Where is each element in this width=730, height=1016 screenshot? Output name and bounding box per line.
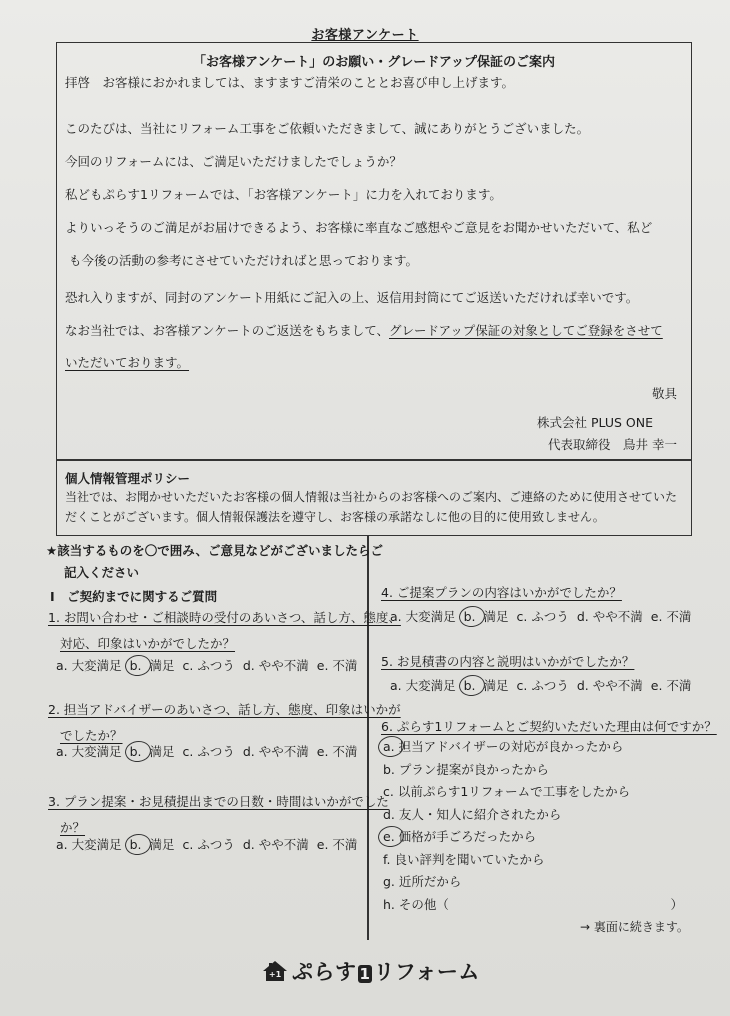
option-d[interactable]: d. やや不満 bbox=[242, 837, 309, 852]
option-a[interactable]: a. 大変満足 bbox=[56, 744, 122, 759]
logo-one-badge: 1 bbox=[359, 965, 371, 983]
question-2-options[interactable]: a. 大変満足 b. 満足 c. ふつう d. やや不満 e. 不満 bbox=[56, 744, 358, 759]
reason-a-selected[interactable]: a. 担当アドバイザーの対応が良かったから bbox=[383, 739, 624, 754]
option-c[interactable]: c. ふつう bbox=[182, 837, 235, 852]
option-d[interactable]: d. やや不満 bbox=[242, 658, 309, 673]
option-d[interactable]: d. やや不満 bbox=[576, 609, 643, 624]
option-b-selected[interactable]: b. bbox=[129, 658, 142, 673]
option-d[interactable]: d. やや不満 bbox=[576, 678, 643, 693]
option-d[interactable]: d. やや不満 bbox=[242, 744, 309, 759]
question-1: 1. お問い合わせ・ご相談時の受付のあいさつ、話し方、態度、 対応、印象はいかがでしたか？ bbox=[48, 610, 401, 651]
question-2: 2. 担当アドバイザーのあいさつ、話し方、態度、印象はいかが でしたか？ bbox=[48, 702, 401, 743]
option-a[interactable]: a. 大変満足 bbox=[56, 658, 122, 673]
policy-text: 当社では、お聞かせいただいたお客様の個人情報は当社からのお客様へのご案内、ご連絡のために使用させていただくことがございます。個人情報保護法を遵守し、お客様の承諾なしに他の目的に使用致しません。 bbox=[65, 490, 678, 524]
warranty-underlined: グレードアップ保証の対象としてご登録をさせて bbox=[389, 323, 663, 338]
logo-text: ぷらす 1 リフォーム bbox=[292, 960, 480, 984]
letter-paragraph: 恐れ入りますが、同封のアンケート用紙にご記入の上、返信用封筒にてご返送いただければ幸いです。 bbox=[65, 290, 639, 305]
question-5-options[interactable]: a. 大変満足 b. 満足 c. ふつう d. やや不満 e. 不満 bbox=[390, 678, 692, 693]
closing: 敬具 bbox=[651, 386, 677, 401]
house-icon bbox=[262, 960, 288, 982]
svg-text:+1: +1 bbox=[268, 970, 282, 979]
instructions-line1: ★該当するものを〇で囲み、ご意見などがございましたらご bbox=[46, 543, 383, 558]
letter-paragraph: 今回のリフォームには、ご満足いただけましたでしょうか？ bbox=[65, 154, 402, 169]
option-c[interactable]: c. ふつう bbox=[182, 744, 235, 759]
option-a[interactable]: a. 大変満足 bbox=[390, 678, 456, 693]
letter-box bbox=[56, 42, 692, 460]
company-name: 株式会社 PLUS ONE bbox=[537, 415, 653, 430]
reason-list bbox=[383, 737, 683, 917]
question-1-options[interactable]: a. 大変満足 b. 満足 c. ふつう d. やや不満 e. 不満 bbox=[56, 658, 358, 673]
signatory: 代表取締役 鳥井 幸一 bbox=[548, 437, 677, 452]
option-c[interactable]: c. ふつう bbox=[516, 678, 569, 693]
option-e[interactable]: e. 不満 bbox=[650, 678, 692, 693]
option-b-selected[interactable]: b. bbox=[129, 744, 142, 759]
option-c[interactable]: c. ふつう bbox=[182, 658, 235, 673]
reason-e-selected[interactable]: e. 価格が手ごろだったから bbox=[383, 829, 537, 844]
reason-g[interactable]: g. 近所だから bbox=[383, 874, 462, 889]
question-3: 3. プラン提案・お見積提出までの日数・時間はいかがでした か？ bbox=[48, 794, 389, 835]
option-b-selected[interactable]: b. bbox=[129, 837, 142, 852]
document-title: お客様アンケート bbox=[311, 28, 419, 43]
instructions-line2: 記入ください bbox=[64, 565, 140, 580]
warranty-underlined-continued: いただいております。 bbox=[65, 355, 190, 370]
section-title: Ⅰ ご契約までに関するご質問 bbox=[50, 589, 218, 604]
policy-title: 個人情報管理ポリシー bbox=[65, 471, 191, 486]
reason-d[interactable]: d. 友人・知人に紹介されたから bbox=[383, 806, 562, 822]
letter-paragraph: も今後の活動の参考にさせていただければと思っております。 bbox=[69, 253, 419, 268]
company-logo bbox=[262, 956, 480, 986]
question-4-options[interactable]: a. 大変満足 b. 満足 c. ふつう d. やや不満 e. 不満 bbox=[390, 609, 692, 624]
other-close-paren: ） bbox=[670, 896, 683, 912]
continued-note: → 裏面に続きます。 bbox=[580, 920, 689, 934]
letter-paragraph: 私どもぷらす1リフォームでは、「お客様アンケート」に力を入れております。 bbox=[65, 187, 502, 202]
letter-paragraph-warranty bbox=[65, 321, 663, 339]
reason-b[interactable]: b. プラン提案が良かったから bbox=[383, 761, 549, 777]
option-a[interactable]: a. 大変満足 bbox=[56, 837, 122, 852]
question-4: 4. ご提案プランの内容はいかがでしたか？ bbox=[381, 585, 622, 600]
letter-paragraph: よりいっそうのご満足がお届けできるよう、お客様に率直なご感想やご意見をお聞かせいただいて、私ど bbox=[65, 220, 653, 235]
option-b-selected[interactable]: b. bbox=[463, 609, 476, 624]
option-e[interactable]: e. 不満 bbox=[316, 658, 358, 673]
letter-paragraph: このたびは、当社にリフォーム工事をご依頼いただきまして、誠にありがとうございました。 bbox=[65, 121, 590, 136]
reason-f[interactable]: f. 良い評判を聞いていたから bbox=[383, 851, 545, 867]
option-a[interactable]: a. 大変満足 bbox=[390, 609, 456, 624]
option-e[interactable]: e. 不満 bbox=[650, 609, 692, 624]
letter-paragraph: 拝啓 お客様におかれましては、ますますご清栄のこととお喜び申し上げます。 bbox=[65, 75, 515, 90]
option-e[interactable]: e. 不満 bbox=[316, 744, 358, 759]
reason-c[interactable]: c. 以前ぷらす1リフォームで工事をしたから bbox=[383, 784, 631, 799]
option-e[interactable]: e. 不満 bbox=[316, 837, 358, 852]
question-3-options[interactable]: a. 大変満足 b. 満足 c. ふつう d. やや不満 e. 不満 bbox=[56, 837, 358, 852]
letter-heading: 「お客様アンケート」のお願い・グレードアップ保証のご案内 bbox=[193, 55, 555, 70]
option-c[interactable]: c. ふつう bbox=[516, 609, 569, 624]
option-b-selected[interactable]: b. bbox=[463, 678, 476, 693]
question-6: 6. ぷらす1リフォームとご契約いただいた理由は何ですか？ bbox=[381, 719, 717, 734]
warranty-text: なお当社では、お客様アンケートのご返送をもちまして、 bbox=[65, 323, 390, 338]
privacy-policy-box bbox=[56, 460, 692, 536]
reason-h-other[interactable]: h. その他（ ） bbox=[383, 896, 683, 912]
question-5: 5. お見積書の内容と説明はいかがでしたか？ bbox=[381, 654, 635, 669]
